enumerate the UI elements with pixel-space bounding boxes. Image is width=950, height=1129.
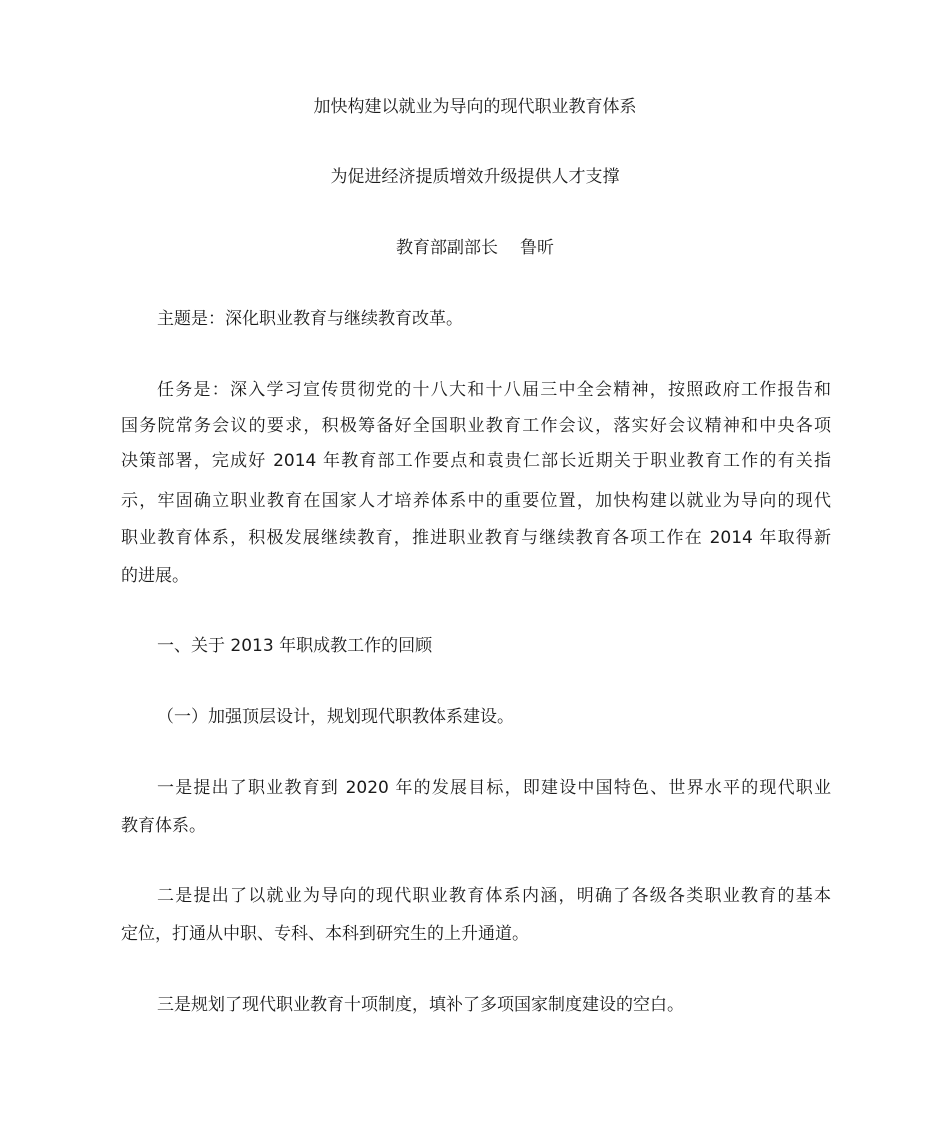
point1-line-1: 一是提出了职业教育到 2020 年的发展目标，即建设中国特色、世界水平的现代职业: [157, 778, 831, 798]
document-subtitle: 为促进经济提质增效升级提供人才支撑: [330, 167, 620, 187]
section-heading: 一、关于 2013 年职成教工作的回顾: [157, 636, 433, 656]
task-line-4: 示，牢固确立职业教育在国家人才培养体系中的重要位置，加快构建以就业为导向的现代: [121, 491, 831, 511]
task-line-1: 任务是：深入学习宣传贯彻党的十八大和十八届三中全会精神，按照政府工作报告和: [157, 380, 831, 400]
task-line-5: 职业教育体系，积极发展继续教育，推进职业教育与继续教育各项工作在 2014 年取得新: [121, 528, 831, 548]
author-line: [0, 237, 950, 259]
point1-line-2: 教育体系。: [121, 816, 206, 836]
subsection-heading: （一）加强顶层设计，规划现代职教体系建设。: [157, 707, 514, 727]
task-line-6: 的进展。: [121, 566, 189, 586]
task-line-3: 决策部署，完成好 2014 年教育部工作要点和袁贵仁部长近期关于职业教育工作的有关指: [121, 451, 831, 471]
author-name: 鲁昕: [520, 238, 554, 258]
point2-line-1: 二是提出了以就业为导向的现代职业教育体系内涵，明确了各级各类职业教育的基本: [157, 886, 831, 906]
document-title: 加快构建以就业为导向的现代职业教育体系: [313, 97, 637, 117]
task-line-2: 国务院常务会议的要求，积极筹备好全国职业教育工作会议，落实好会议精神和中央各项: [121, 416, 831, 436]
theme-paragraph: 主题是：深化职业教育与继续教育改革。: [157, 309, 463, 329]
point2-line-2: 定位，打通从中职、专科、本科到研究生的上升通道。: [121, 924, 529, 944]
point3-paragraph: 三是规划了现代职业教育十项制度，填补了多项国家制度建设的空白。: [157, 995, 684, 1015]
author-role: 教育部副部长: [396, 238, 498, 258]
